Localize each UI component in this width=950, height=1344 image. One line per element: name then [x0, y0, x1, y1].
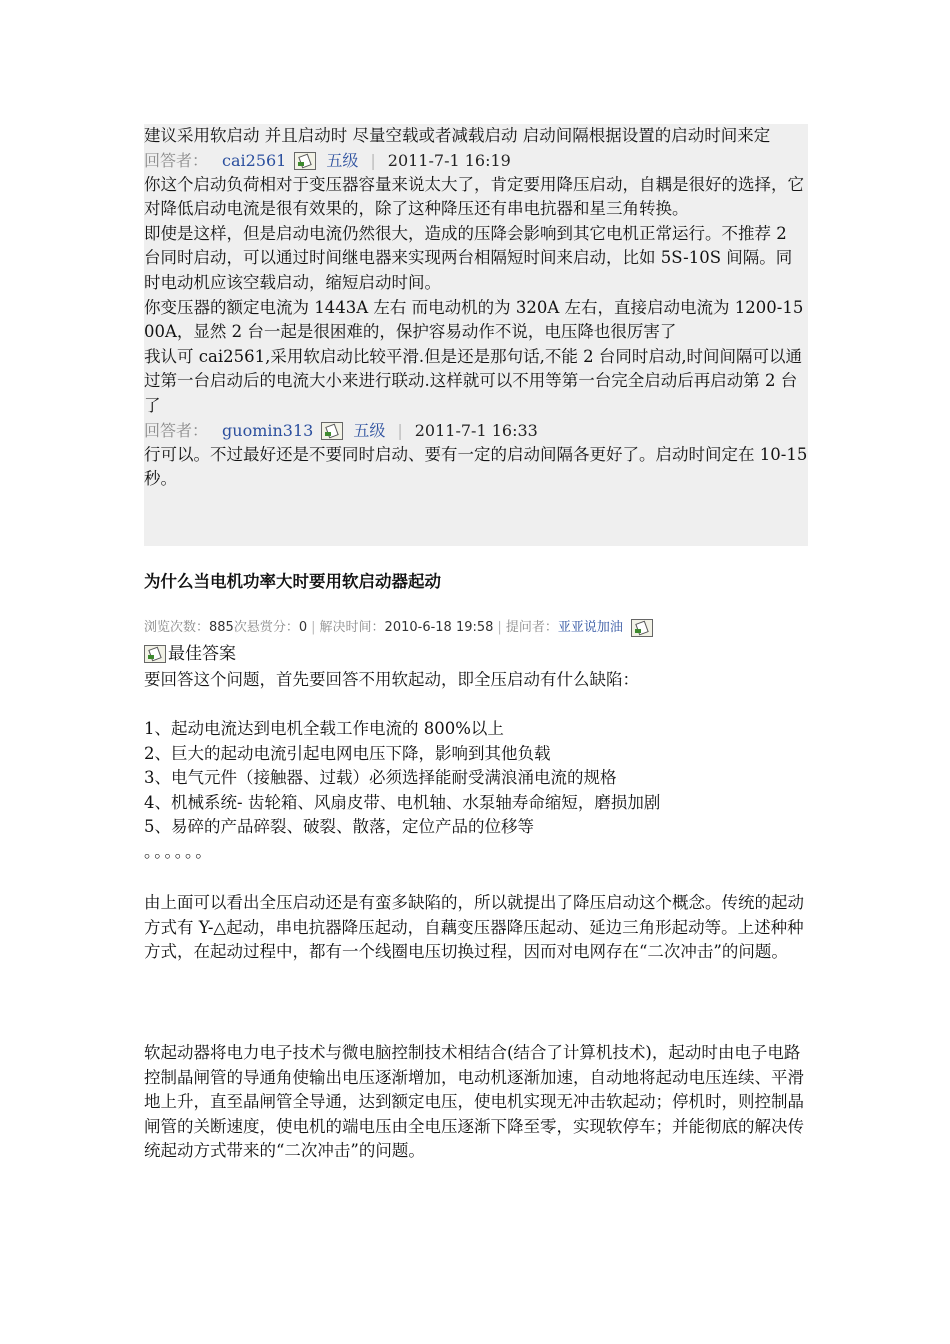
list-item: 5、易碎的产品碎裂、破裂、散落，定位产品的位移等 — [144, 817, 534, 837]
solved-label: 解决时间： — [319, 620, 385, 635]
stats-separator: | — [311, 620, 316, 635]
asker-label: 提问者： — [505, 620, 558, 635]
defect-list — [144, 717, 808, 865]
level-link[interactable]: 五级 — [326, 150, 359, 170]
best-answer-intro: 要回答这个问题，首先要回答不用软起动，即全压启动有什么缺陷： — [144, 670, 639, 689]
level-link[interactable]: 五级 — [353, 420, 386, 440]
answer-time: 2011-7-1 16:19 — [387, 150, 511, 170]
answerer-link[interactable]: guomin313 — [222, 420, 314, 440]
answer-meta — [144, 149, 808, 173]
pencil-badge-icon — [294, 152, 316, 170]
list-item: 4、机械系统- 齿轮箱、风扇皮带、电机轴、水泵轴寿命缩短，磨损加剧 — [144, 792, 661, 812]
pencil-badge-icon — [321, 422, 343, 440]
answerer-link[interactable]: cai2561 — [222, 150, 287, 170]
ellipsis-dots: 。。。。。。 — [144, 841, 214, 861]
asker-link[interactable]: 亚亚说加油 — [557, 620, 623, 635]
paragraph: 软起动器将电力电子技术与微电脑控制技术相结合(结合了计算机技术)，起动时由电子电路控制晶闸管的导通角使输出电压逐渐增加，电动机逐渐加速，自动地将起动电压连续、平滑地上升，直至晶闸管全导通，达到额定电压，使电机实现无冲击软起动；停机时，则控制晶闸管的关断速度，使电机的端电压由全电压逐渐下降至零，实现软停车；并能彻底的解决传统起动方式带来的“二次冲击”的问题。 — [144, 1043, 804, 1161]
list-item: 3、电气元件（接触器、过载）必须选择能耐受满浪涌电流的规格 — [144, 768, 617, 788]
pencil-badge-icon — [144, 645, 166, 663]
paragraph: 由上面可以看出全压启动还是有蛮多缺陷的，所以就提出了降压启动这个概念。传统的起动方式有 Y-△起动，串电抗器降压起动，自藕变压器降压起动、延边三角形起动等。上述种种方式，在起动过程中，都有一个线圈电压切换过程，因而对电网存在“二次冲击”的问题。 — [144, 893, 804, 962]
solved-time: 2010-6-18 19:58 — [384, 620, 494, 635]
meta-separator: | — [370, 150, 376, 170]
answer-body: 行可以。不过最好还是不要同时启动、要有一定的启动间隔各更好了。启动时间定在 10-15 秒。 — [144, 444, 813, 489]
answers-block — [144, 124, 813, 546]
reward-value: 0 — [298, 620, 308, 635]
views-count: 885 — [209, 620, 234, 635]
question-title: 为什么当电机功率大时要用软启动器起动 — [144, 572, 441, 591]
answerer-label: 回答者： — [144, 150, 209, 170]
reward-label: 次悬赏分： — [233, 620, 299, 635]
answer-time: 2011-7-1 16:33 — [414, 420, 538, 440]
stats-separator: | — [497, 620, 502, 635]
pencil-badge-icon — [631, 619, 653, 637]
intro-answer-text: 建议采用软启动 并且启动时 尽量空载或者减载启动 启动间隔根据设置的启动时间来定 — [144, 126, 771, 145]
list-item: 2、巨大的起动电流引起电网电压下降，影响到其他负载 — [144, 743, 551, 763]
meta-separator: | — [397, 420, 403, 440]
views-label: 浏览次数： — [144, 620, 210, 635]
answer-meta — [144, 419, 808, 443]
question-stats — [144, 618, 808, 638]
best-answer-header — [144, 642, 808, 666]
answerer-label: 回答者： — [144, 420, 209, 440]
list-item: 1、起动电流达到电机全载工作电流的 800%以上 — [144, 719, 504, 738]
answer-body: 你这个启动负荷相对于变压器容量来说太大了，肯定要用降压启动，自耦是很好的选择，它对降低启动电流是很有效果的，除了这种降压还有串电抗器和星三角转换。 即使是这样，但是启动电流仍然很大，造成的压降会影响到其它电机正常运行。不推荐 2 台同时启动，可以通过时间继电器来实现两台相隔短时间来启动，比如 5S-10S 间隔。同时电动机应该空载启动，缩短启动时间。 你变压器的额定电流为 1443A 左右 而电动机的为 320A 左右，直接启动电流为 1200-1500A，显然 2 台一起是很困难的，保护容易动作不说，电压降也很厉害了 我认可 cai2561,采用软启动比较平滑.但是还是那句话,不能 2 台同时启动,时间间隔可以通过第一台启动后的电流大小来进行联动.这样就可以不用等第一台完全启动后再启动第 2 台了 — [144, 174, 804, 415]
best-answer-label: 最佳答案 — [168, 644, 236, 664]
